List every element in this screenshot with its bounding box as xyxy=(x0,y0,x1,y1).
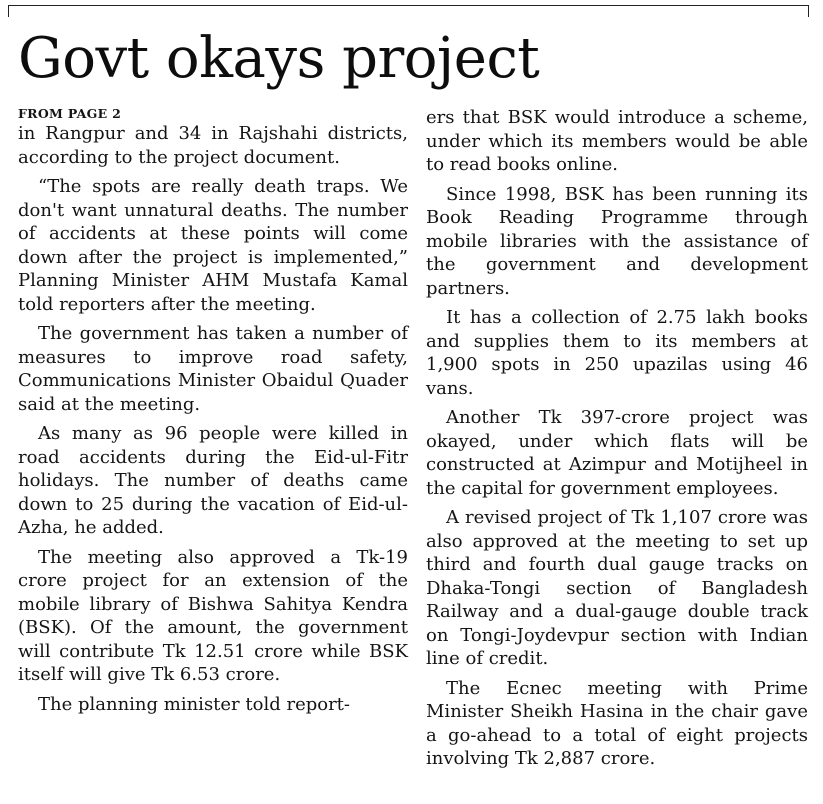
left-paragraph-3: The government has taken a number of measures to improve road safety, Communications Minister Obaidul Quader said at the meeting. xyxy=(18,323,408,415)
right-column xyxy=(426,106,808,777)
right-border-rule xyxy=(808,5,809,17)
left-paragraph-6: The planning minister told report- xyxy=(38,693,350,715)
right-paragraph-4: Another Tk 397-crore project was okayed, under which flats will be constructed at Azimpur and Motijheel in the capital for government employees. xyxy=(426,407,808,499)
left-border-rule xyxy=(8,5,9,17)
kicker: FROM PAGE 2 xyxy=(18,106,122,121)
left-paragraph-5: The meeting also approved a Tk-19 crore project for an extension of the mobile library of Bishwa Sahitya Kendra (BSK). Of the amount, the government will contribute Tk 12.51 crore while BSK itself will give Tk 6.53 crore. xyxy=(18,546,408,685)
right-paragraph-2: Since 1998, BSK has been running its Book Reading Programme through mobile libraries with the assistance of the government and development partners. xyxy=(426,183,808,299)
headline: Govt okays project xyxy=(18,26,540,91)
left-paragraph-4: As many as 96 people were killed in road accidents during the Eid-ul-Fitr holidays. The number of deaths came down to 25 during the vacation of Eid-ul-Azha, he added. xyxy=(18,423,408,538)
left-column xyxy=(18,106,408,722)
left-paragraph-2: “The spots are really death traps. We don't want unnatural deaths. The number of accidents at these points will come down after the project is implemented,” Planning Minister AHM Mustafa Kamal told reporters after the meeting. xyxy=(18,176,408,315)
right-paragraph-6: The Ecnec meeting with Prime Minister Sheikh Hasina in the chair gave a go-ahead to a total of eight projects involving Tk 2,887 crore. xyxy=(426,677,808,769)
right-paragraph-1: ers that BSK would introduce a scheme, under which its members would be able to read books online. xyxy=(426,107,808,175)
left-paragraph-1: in Rangpur and 34 in Rajshahi districts, according to the project document. xyxy=(18,123,408,168)
top-border-rule xyxy=(8,5,809,6)
right-paragraph-3: It has a collection of 2.75 lakh books and supplies them to its members at 1,900 spots in 250 upazilas using 46 vans. xyxy=(426,307,808,399)
right-paragraph-5: A revised project of Tk 1,107 crore was also approved at the meeting to set up third and fourth dual gauge tracks on Dhaka-Tongi section of Bangladesh Railway and a dual-gauge double track on Tongi-Joydevpur section with Indian line of credit. xyxy=(426,507,808,669)
